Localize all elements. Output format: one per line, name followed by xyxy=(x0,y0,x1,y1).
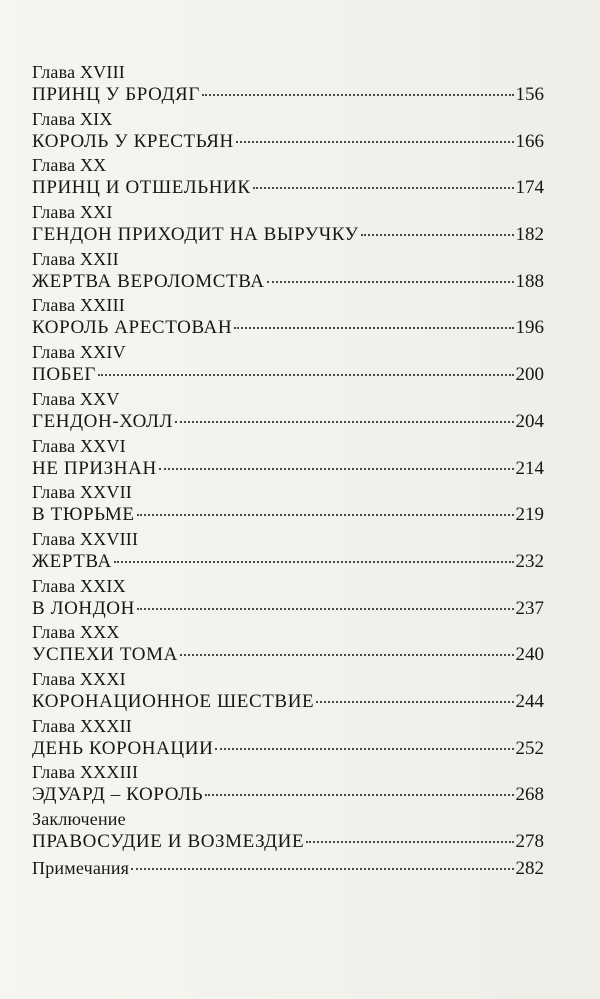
chapter-title: ЖЕРТВА ВЕРОЛОМСТВА xyxy=(32,270,265,292)
chapter-title: В ТЮРЬМЕ xyxy=(32,504,135,526)
chapter-label: Глава XX xyxy=(32,155,107,176)
chapter-title: ПРИНЦ И ОТШЕЛЬНИК xyxy=(32,177,251,199)
dot-leader xyxy=(131,864,513,870)
page-number: 166 xyxy=(515,130,544,152)
toc-entry[interactable] xyxy=(32,202,544,249)
page-number: 282 xyxy=(515,857,544,879)
toc-entry[interactable] xyxy=(32,109,544,156)
dot-leader xyxy=(316,697,513,703)
dot-leader xyxy=(361,230,514,236)
page-number: 156 xyxy=(515,84,544,105)
chapter-title: ДЕНЬ КОРОНАЦИИ xyxy=(32,737,214,759)
chapter-label: Глава XXI xyxy=(32,202,113,223)
dot-leader xyxy=(267,277,514,283)
toc-entry[interactable] xyxy=(32,762,544,809)
dot-leader xyxy=(215,744,513,750)
page-number: 237 xyxy=(515,597,544,619)
chapter-title: КОРОЛЬ АРЕСТОВАН xyxy=(32,317,233,339)
dot-leader xyxy=(180,650,514,656)
page-number: 244 xyxy=(515,690,544,712)
chapter-title: ПРАВОСУДИЕ И ВОЗМЕЗДИЕ xyxy=(32,831,305,852)
toc-entry[interactable] xyxy=(32,62,544,109)
chapter-title: ПОБЕГ xyxy=(32,364,96,386)
page-number: 219 xyxy=(515,504,544,526)
chapter-title: В ЛОНДОН xyxy=(32,597,135,619)
chapter-title: ПРИНЦ У БРОДЯГ xyxy=(32,84,200,105)
dot-leader xyxy=(137,510,514,516)
toc-entry[interactable] xyxy=(32,436,544,483)
chapter-label: Глава XXIII xyxy=(32,295,125,316)
chapter-label: Глава XXVI xyxy=(32,435,126,456)
page-number: 200 xyxy=(515,364,544,386)
page-number: 268 xyxy=(515,784,544,806)
dot-leader xyxy=(202,90,514,96)
page-number: 214 xyxy=(515,457,544,479)
chapter-title: ГЕНДОН ПРИХОДИТ НА ВЫРУЧКУ xyxy=(32,224,359,246)
chapter-label: Глава XXVII xyxy=(32,482,132,503)
dot-leader xyxy=(137,604,514,610)
chapter-title: КОРОНАЦИОННОЕ ШЕСТВИЕ xyxy=(32,690,315,712)
chapter-label: Глава XXXIII xyxy=(32,762,139,783)
dot-leader xyxy=(114,557,514,563)
toc-entry[interactable] xyxy=(32,809,544,856)
dot-leader xyxy=(205,790,513,796)
chapter-label: Глава XXVIII xyxy=(32,528,139,549)
chapter-label: Глава XXV xyxy=(32,388,120,409)
toc-entry[interactable] xyxy=(32,295,544,342)
toc-entry[interactable] xyxy=(32,622,544,669)
chapter-title: УСПЕХИ ТОМА xyxy=(32,644,178,666)
chapter-label: Глава XXX xyxy=(32,622,120,643)
page-number: 278 xyxy=(515,831,544,852)
page-number: 252 xyxy=(515,737,544,759)
chapter-title: ЖЕРТВА xyxy=(32,550,112,572)
table-of-contents xyxy=(32,62,544,892)
toc-entry[interactable] xyxy=(32,669,544,716)
page-number: 232 xyxy=(515,550,544,572)
dot-leader xyxy=(253,183,514,189)
dot-leader xyxy=(236,137,514,143)
page-number: 174 xyxy=(515,177,544,199)
toc-entry-notes[interactable] xyxy=(32,856,544,892)
dot-leader xyxy=(306,837,513,843)
chapter-label: Глава XXXII xyxy=(32,715,132,736)
chapter-label: Глава XVIII xyxy=(32,62,125,82)
toc-entry[interactable] xyxy=(32,716,544,763)
toc-entry[interactable] xyxy=(32,342,544,389)
dot-leader xyxy=(159,464,514,470)
notes-title: Примечания xyxy=(32,857,130,878)
chapter-label: Глава XIX xyxy=(32,108,113,129)
dot-leader xyxy=(98,370,514,376)
toc-entry[interactable] xyxy=(32,576,544,623)
chapter-label: Глава XXIX xyxy=(32,575,126,596)
page-number: 204 xyxy=(515,410,544,432)
chapter-label: Глава XXII xyxy=(32,248,119,269)
page-number: 240 xyxy=(515,644,544,666)
chapter-label: Глава XXXI xyxy=(32,668,126,689)
dot-leader xyxy=(234,323,513,329)
dot-leader xyxy=(175,417,514,423)
toc-entry[interactable] xyxy=(32,482,544,529)
page-number: 182 xyxy=(515,224,544,246)
toc-entry[interactable] xyxy=(32,389,544,436)
chapter-title: КОРОЛЬ У КРЕСТЬЯН xyxy=(32,130,234,152)
chapter-label: Глава XXIV xyxy=(32,342,126,363)
toc-entry[interactable] xyxy=(32,249,544,296)
toc-entry[interactable] xyxy=(32,155,544,202)
page-number: 188 xyxy=(515,270,544,292)
chapter-title: НЕ ПРИЗНАН xyxy=(32,457,157,479)
toc-entry[interactable] xyxy=(32,529,544,576)
chapter-title: ГЕНДОН-ХОЛЛ xyxy=(32,410,173,432)
chapter-label: Заключение xyxy=(32,809,126,829)
page-number: 196 xyxy=(515,317,544,339)
chapter-title: ЭДУАРД – КОРОЛЬ xyxy=(32,784,204,806)
